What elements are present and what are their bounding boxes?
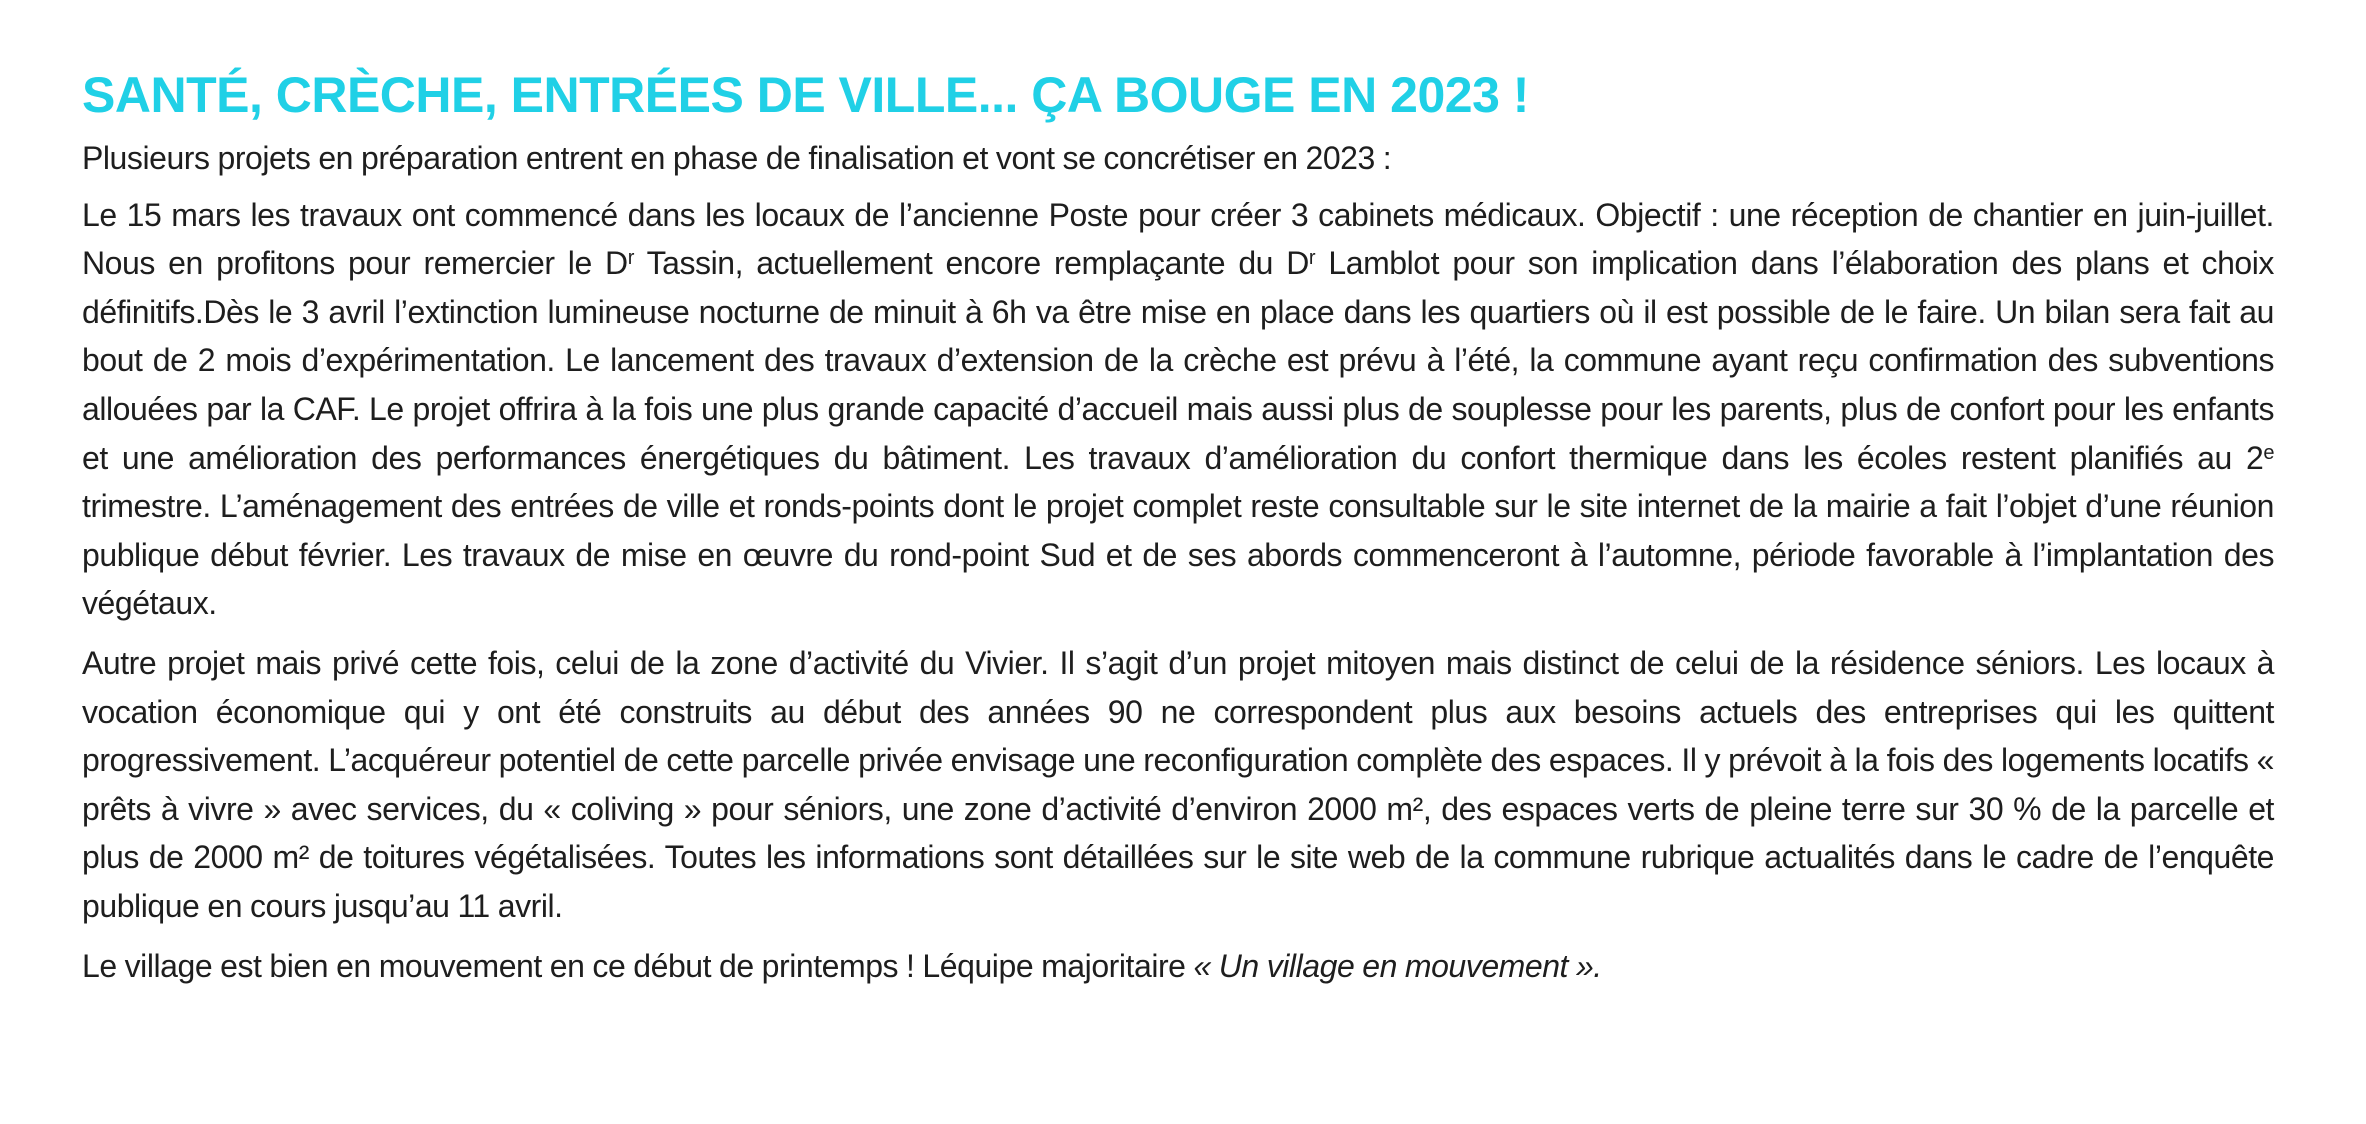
paragraph-projects-part-b: Tassin, actuellement encore remplaçante du D (633, 245, 1309, 282)
paragraph-projects-part-d: trimestre. L’aménagement des entrées de ville et ronds-points dont le projet complet reste consultable sur le site internet de la mairie a fait l’objet d’une réunion publique début février. Les travaux de mise en œuvre du rond-point Sud et de ses abords commenceront à l’automne, période favorable à l’implantation des végétaux. (82, 488, 2274, 622)
paragraph-projects-part-a: Le 15 mars les travaux ont commencé dans les locaux de l’ancienne Poste pour créer 3 cabinets médicaux. Objectif : une réception de chantier en juin-juillet. Nous en profitons pour remercier le D (82, 196, 2274, 282)
article-intro: Plusieurs projets en préparation entrent en phase de finalisation et vont se concrétiser en 2023 : (82, 140, 1392, 176)
article (82, 64, 2274, 1001)
paragraph-projects-part-c: Lamblot pour son implication dans l’élaboration des plans et choix définitifs.Dès le 3 avril l’extinction lumineuse nocturne de minuit à 6h va être mise en place dans les quartiers où il est possible de le faire. Un bilan sera fait au bout de 2 mois d’expérimentation. Le lancement des travaux d’extension de la crèche est prévu à l’été, la commune ayant reçu confirmation des subventions allouées par la CAF. Le projet offrira à la fois une plus grande capacité d’accueil mais aussi plus de souplesse pour les parents, plus de confort pour les enfants et une amélioration des performances énergétiques du bâtiment. Les travaux d’amélioration du confort thermique dans les écoles restent planifiés au 2 (82, 245, 2274, 476)
closing-signature: « Un village en mouvement ». (1193, 947, 1602, 984)
superscript-dr-1: r (627, 247, 634, 270)
paragraph-closing (82, 942, 2274, 991)
superscript-dr-2: r (1308, 247, 1316, 270)
superscript-trimestre: e (2263, 441, 2274, 464)
paragraph-projects (82, 191, 2274, 628)
article-title: SANTÉ, CRÈCHE, ENTRÉES DE VILLE... ÇA BOUGE EN 2023 ! (82, 67, 1529, 123)
closing-text: Le village est bien en mouvement en ce début de printemps ! Léquipe majoritaire (82, 947, 1194, 984)
paragraph-vivier: Autre projet mais privé cette fois, celui de la zone d’activité du Vivier. Il s’agit d’un projet mitoyen mais distinct de celui de la résidence séniors. Les locaux à vocation économique qui y ont été construits au début des années 90 ne correspondent plus aux besoins actuels des entreprises qui les quittent progressivement. L’acquéreur potentiel de cette parcelle privée envisage une reconfiguration complète des espaces. Il y prévoit à la fois des logements locatifs « prêts à vivre » avec services, du « coliving » pour séniors, une zone d’activité d’environ 2000 m², des espaces verts de pleine terre sur 30 % de la parcelle et plus de 2000 m² de toitures végétalisées. Toutes les informations sont détaillées sur le site web de la commune rubrique actualités dans le cadre de l’enquête publique en cours jusqu’au 11 avril. (82, 644, 2274, 924)
